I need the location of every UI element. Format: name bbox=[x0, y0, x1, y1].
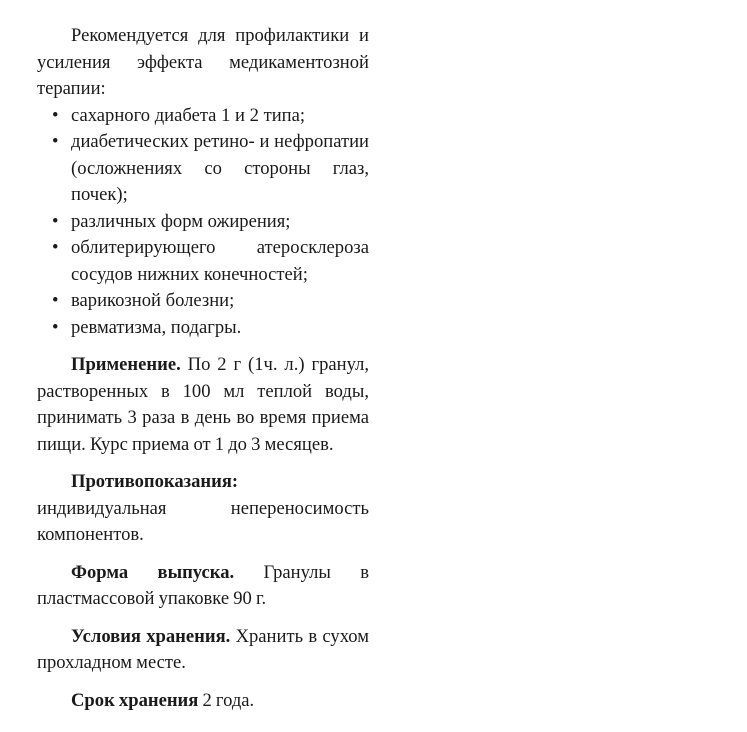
release-form-label: Форма выпуска. bbox=[71, 561, 235, 583]
list-item bbox=[37, 209, 369, 236]
document-page bbox=[37, 23, 369, 714]
bullet-icon: • bbox=[52, 316, 59, 338]
indications-list bbox=[37, 103, 369, 342]
list-item-text: облитерирующего атеросклероза сосудов нижних конечностей; bbox=[71, 237, 369, 285]
bullet-icon: • bbox=[52, 104, 59, 126]
shelf-life-paragraph bbox=[37, 688, 369, 715]
list-item bbox=[37, 129, 369, 209]
release-form-text: Гранулы в пластмассовой упаковке 90 г. bbox=[37, 561, 369, 609]
contraindications-text: индивидуальная непереносимость компонентов. bbox=[37, 497, 369, 545]
usage-text: По 2 г (1ч. л.) гранул, растворенных в 100 мл теплой воды, принимать 3 раза в день во время приема пищи. Курс приема от 1 до 3 месяцев. bbox=[37, 354, 369, 455]
intro-paragraph: Рекомендуется для профилактики и усиления эффекта медикаментозной терапии: bbox=[37, 25, 369, 99]
list-item bbox=[37, 235, 369, 288]
bullet-icon: • bbox=[52, 290, 59, 311]
list-item-text: сахарного диабета 1 и 2 типа; bbox=[71, 104, 306, 126]
storage-text: Хранить в сухом прохладном месте. bbox=[37, 625, 370, 673]
list-item-text: варикозной болезни; bbox=[71, 290, 235, 311]
release-form-paragraph bbox=[37, 560, 369, 613]
usage-paragraph bbox=[37, 352, 369, 458]
list-item bbox=[37, 103, 369, 130]
bullet-icon: • bbox=[52, 237, 59, 258]
storage-label: Условия хранения. bbox=[71, 625, 231, 647]
contraindications-paragraph bbox=[37, 469, 369, 549]
storage-paragraph bbox=[37, 624, 369, 677]
usage-label: Применение. bbox=[71, 354, 181, 375]
shelf-life-text: 2 года. bbox=[198, 689, 255, 711]
list-item-text: различных форм ожирения; bbox=[71, 210, 291, 232]
list-item bbox=[37, 288, 369, 315]
list-item bbox=[37, 315, 369, 342]
shelf-life-label: Срок хранения bbox=[71, 689, 199, 711]
list-item-text: ревматизма, подагры. bbox=[71, 316, 242, 338]
bullet-icon: • bbox=[52, 131, 59, 152]
list-item-text: диабетических ретино- и нефропатии (осложнениях со стороны глаз, почек); bbox=[71, 131, 369, 205]
bullet-icon: • bbox=[52, 210, 59, 232]
contraindications-label: Противопоказания: bbox=[71, 471, 239, 492]
